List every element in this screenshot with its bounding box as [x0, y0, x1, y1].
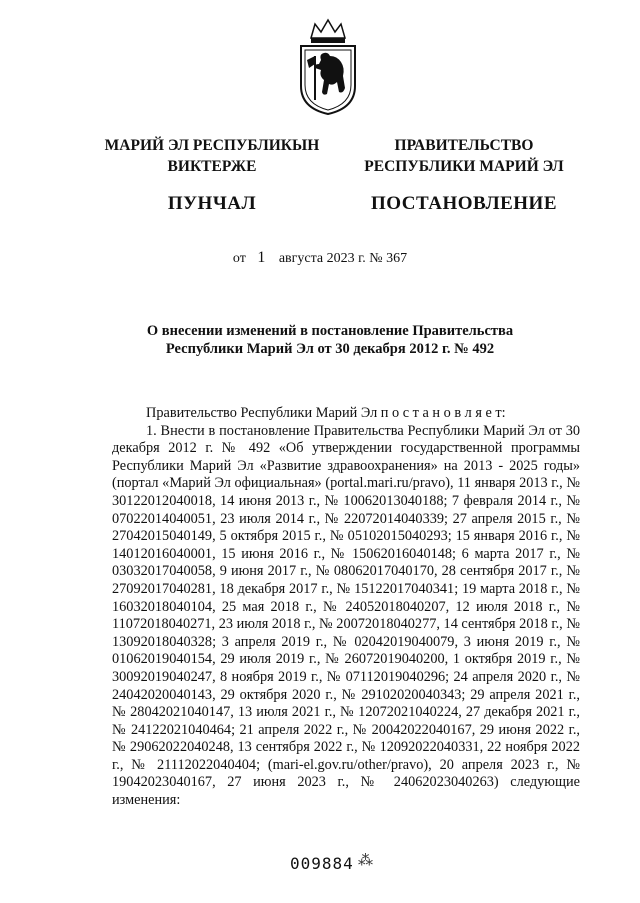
serial-stamp: 009884 [290, 854, 354, 873]
title-line2: Республики Марий Эл от 30 декабря 2012 г. № 492 [165, 341, 495, 357]
header-left [92, 135, 332, 214]
document-body [112, 405, 580, 810]
body-paragraph-1: 1. Внести в постановление Правительства Республики Марий Эл от 30 декабря 2012 г. № 492 «Об утверждении государственной программы Республики Марий Эл «Развитие здравоохранения» на 2013 - 2025 годы» (портал «Марий Эл официальная» (portal.mari.ru/pravo), 11 января 2013 г., № 30122012040018, 14 июня 2013 г., № 10062013040188; 7 февраля 2014 г., № 07022014040051, 23 июля 2014 г., № 22072014040339; 27 апреля 2015 г., № 27042015040149, 5 октября 2015 г., № 05102015040293; 15 января 2016 г., № 14012016040001, 15 июня 2016 г., № 15062016040148; 6 марта 2017 г., № 03032017040058, 9 июня 2017 г., № 08062017040170, 28 сентября 2017 г., № 27092017040281, 18 декабря 2017 г., № 15122017040341; 19 марта 2018 г., № 16032018040104, 25 мая 2018 г., № 24052018040207, 12 июля 2018 г., № 11072018040271, 23 июля 2018 г., № 20072018040277, 14 сентября 2018 г., № 13092018040328; 3 апреля 2019 г., № 02042019040079, 3 июня 2019 г., № 01062019040154, 29 июля 2019 г., № 26072019040200, 1 октября 2019 г., № 30092019040247, 8 ноября 2019 г., № 07112019040296; 24 апреля 2020 г., № 24042020040143, 29 октября 2020 г., № 29102020040343; 29 апреля 2021 г., № 28042021040147, 13 июля 2021 г., № 12072021040224, 27 декабря 2021 г., № 24122021040464; 21 апреля 2022 г., № 20042022040167, 29 июня 2022 г., № 29062022040248, 13 сентября 2022 г., № 12092022040331, 22 ноября 2022 г., № 21112022040404; (mari-el.gov.ru/other/pravo), 20 апреля 2023 г., № 19042023040167, 27 июня 2023 г., № 24062023040263) следующие изменения: [112, 422, 580, 809]
document-title [120, 322, 540, 358]
coat-of-arms-icon [297, 16, 359, 116]
header-right-line2: РЕСПУБЛИКИ МАРИЙ ЭЛ [364, 158, 564, 175]
date-prefix: от [232, 251, 246, 266]
header-left-line1: МАРИЙ ЭЛ РЕСПУБЛИКЫН [104, 137, 320, 154]
header-right [356, 135, 572, 214]
header-right-line1: ПРАВИТЕЛЬСТВО [394, 137, 534, 154]
date-rest: августа 2023 г. № 367 [278, 251, 408, 266]
header-right-doc-type: ПОСТАНОВЛЕНИЕ [370, 193, 558, 214]
header-left-doc-type: ПУНЧАЛ [167, 193, 257, 214]
date-day: 1 [257, 249, 266, 266]
document-date [0, 249, 640, 267]
body-intro: Правительство Республики Марий Эл п о с т а н о в л я е т: [146, 405, 506, 421]
stamp-mark-icon: ⁂ [358, 853, 373, 869]
title-line1: О внесении изменений в постановление Правительства [146, 323, 514, 339]
header-left-line2: ВИКТЕРЖЕ [167, 158, 257, 175]
